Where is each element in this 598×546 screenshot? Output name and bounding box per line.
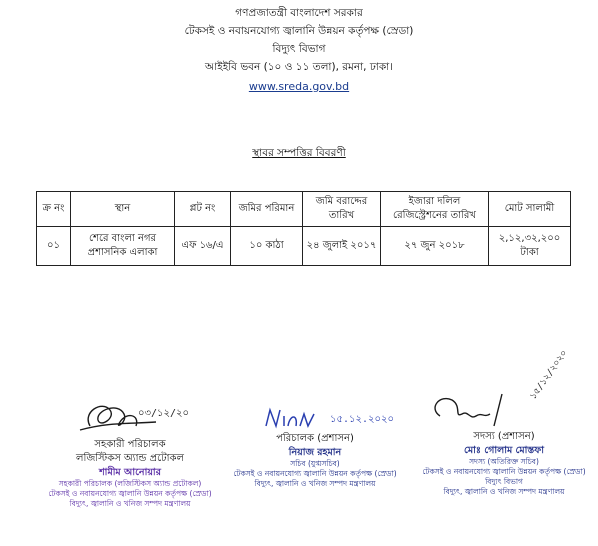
government-name: গণপ্রজাতন্ত্রী বাংলাদেশ সরকার [235, 7, 363, 19]
stamp-line: বিদ্যুৎ, জ্বালানি ও খনিজ সম্পদ মন্ত্রণালয় [254, 479, 376, 488]
stamp-line: টেকসই ও নবায়নযোগ্য জ্বালানি উন্নয়ন কর্তৃপক্ষ (স্রেডা) [48, 489, 212, 498]
table-cell: এফ ১৬/এ [175, 227, 231, 266]
column-header: প্লট নং [175, 192, 231, 227]
stamp-name: মোঃ গোলাম মোস্তফা [464, 445, 544, 456]
signature-block-middle [230, 404, 400, 489]
table-cell: ০১ [37, 227, 71, 266]
stamp-line: টেকসই ও নবায়নযোগ্য জ্বালানি উন্নয়ন কর্তৃপক্ষ (স্রেডা) [233, 469, 397, 478]
signatory-department: লজিস্টিকস অ্যান্ড প্রটোকল [76, 453, 184, 464]
column-header: স্থান [71, 192, 175, 227]
letterhead [0, 4, 598, 96]
signature-block-left [40, 392, 220, 509]
signatory-role: সহকারী পরিচালক [94, 439, 166, 450]
stamp-line: সদস্য (অতিরিক্ত সচিব) [469, 457, 539, 466]
column-header: ক্র নং [37, 192, 71, 227]
table-cell: ২৪ জুলাই ২০১৭ [303, 227, 381, 266]
stamp-name: শামীম আনোয়ার [99, 467, 161, 478]
table-cell: শেরে বাংলা নগর প্রশাসনিক এলাকা [71, 227, 175, 266]
table-header-row [37, 192, 571, 227]
handwritten-date: ০৩/১২/২০ [138, 408, 190, 419]
column-header: জমি বরাদ্দের তারিখ [303, 192, 381, 227]
column-header: জমির পরিমান [231, 192, 303, 227]
authority-name: টেকসই ও নবায়নযোগ্য জ্বালানি উন্নয়ন কর্তৃপক্ষ (স্রেডা) [184, 25, 414, 37]
signature-block-right [418, 348, 590, 497]
table-cell: ২,১২,৩২,২০০ টাকা [489, 227, 571, 266]
handwritten-date: ১৫/১২/২০২০ [528, 348, 570, 402]
division-name: বিদ্যুৎ বিভাগ [272, 43, 326, 55]
table-cell: ১০ কাঠা [231, 227, 303, 266]
handwritten-date: ১৫.১২.২০২০ [330, 414, 395, 425]
stamp-line: সচিব (যুগ্মসচিব) [290, 459, 340, 468]
table-cell: ২৭ জুন ২০১৮ [381, 227, 489, 266]
stamp-line: বিদ্যুৎ, জ্বালানি ও খনিজ সম্পদ মন্ত্রণালয় [443, 487, 565, 496]
stamp-name: নিয়াজ রহমান [288, 447, 342, 458]
name-stamp [418, 444, 590, 497]
stamp-line: বিদ্যুৎ বিভাগ [485, 477, 523, 486]
stamp-line: বিদ্যুৎ, জ্বালানি ও খনিজ সম্পদ মন্ত্রণালয় [69, 499, 191, 508]
column-header: ইজারা দলিল রেজিস্ট্রেশনের তারিখ [381, 192, 489, 227]
office-address: আইইবি ভবন (১০ ও ১১ তলা), রমনা, ঢাকা। [205, 61, 393, 73]
stamp-line: টেকসই ও নবায়নযোগ্য জ্বালানি উন্নয়ন কর্তৃপক্ষ (স্রেডা) [422, 467, 586, 476]
name-stamp [230, 446, 400, 489]
name-stamp [40, 466, 220, 509]
table-row [37, 227, 571, 266]
stamp-line: সহকারী পরিচালক (লজিস্টিকস অ্যান্ড প্রটোকল) [58, 479, 202, 488]
website-link[interactable]: www.sreda.gov.bd [248, 80, 350, 93]
property-table [36, 191, 571, 266]
document-title: স্থাবর সম্পত্তির বিবরণী [252, 147, 346, 159]
handwritten-signature [418, 386, 528, 430]
signatory-role: সদস্য (প্রশাসন) [473, 431, 535, 442]
signatory-role: পরিচালক (প্রশাসন) [276, 433, 354, 444]
handwritten-signature [260, 404, 320, 432]
column-header: মোট সালামী [489, 192, 571, 227]
